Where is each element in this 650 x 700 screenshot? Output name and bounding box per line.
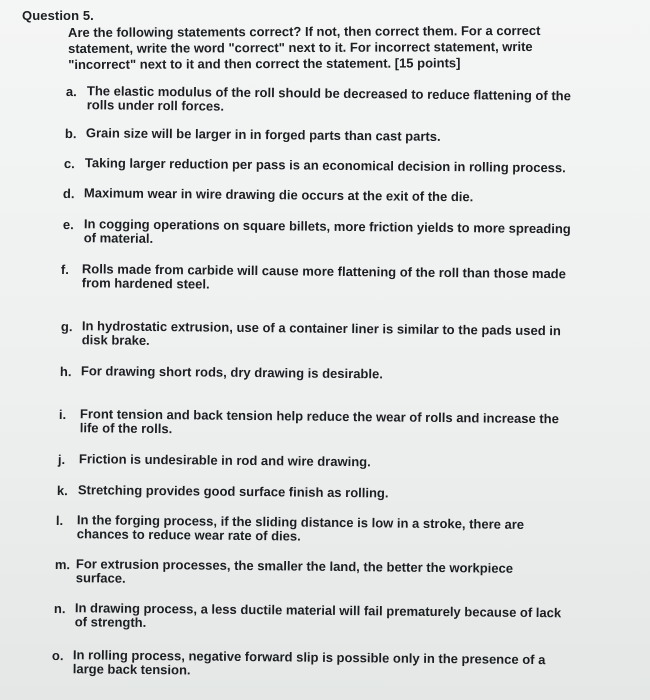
statement-letter: l.: [55, 513, 64, 529]
statement-letter: c.: [63, 156, 75, 172]
statement-text: Taking larger reduction per pass is an economical decision in rolling process.: [84, 155, 566, 176]
statement-letter: i.: [58, 407, 67, 423]
statement-item-a: [65, 83, 626, 114]
statement-text: For extrusion processes, the smaller the land, the better the workpiece surface.: [75, 556, 514, 586]
statement-text: For drawing short rods, dry drawing is desirable.: [80, 363, 383, 382]
statement-item-h: [59, 363, 620, 382]
statement-item-d: [62, 185, 623, 205]
statement-text: In cogging operations on square billets, more friction yields to more spreading of material.: [83, 216, 571, 246]
statement-letter: d.: [62, 186, 75, 202]
statement-letter: f.: [60, 262, 69, 278]
statement-text: Grain size will be larger in in forged parts than cast parts.: [85, 125, 441, 144]
statement-item-f: [60, 261, 621, 292]
statement-text: In drawing process, a less ductile material will fail prematurely because of lack of strength.: [74, 600, 562, 630]
statement-item-n: [53, 600, 614, 630]
statement-item-l: [55, 512, 616, 544]
statement-text: Front tension and back tension help reduce the wear of rolls and increase the life of the rolls.: [79, 406, 559, 437]
statement-item-i: [58, 406, 619, 437]
statement-letter: e.: [62, 217, 74, 233]
statement-item-k: [56, 482, 617, 501]
statement-letter: n.: [53, 601, 66, 617]
statement-item-g: [60, 318, 621, 348]
statement-text: In the forging process, if the sliding distance is low in a stroke, there are chances to reduce wear rate of dies.: [76, 512, 525, 544]
statement-text: Rolls made from carbide will cause more flattening of the roll than those made from hardened steel.: [81, 261, 566, 292]
question-title: Question 5.: [22, 8, 94, 23]
statement-item-j: [57, 451, 618, 470]
statement-text: In rolling process, negative forward slip is possible only in the presence of a large back tension.: [72, 647, 546, 678]
question-instructions: Are the following statements correct? If not, then correct them. For a correct statement, write the word "correct" next to it. For incorrect statement, write "incorrect" next to it and then correct the statement. [15 points]: [68, 22, 541, 72]
statement-item-b: [64, 125, 625, 144]
statement-item-o: [51, 647, 612, 678]
statement-item-e: [62, 216, 623, 246]
statement-letter: h.: [59, 364, 72, 380]
statement-letter: j.: [57, 452, 66, 468]
statement-text: In hydrostatic extrusion, use of a container liner is similar to the pads used in disk brake.: [81, 318, 561, 348]
statement-letter: k.: [56, 483, 68, 499]
statement-letter: a.: [65, 84, 77, 100]
statement-item-c: [63, 155, 624, 176]
statement-letter: g.: [60, 319, 73, 335]
statement-letter: m.: [54, 557, 71, 573]
statement-text: Friction is undesirable in rod and wire drawing.: [78, 451, 371, 470]
statement-letter: b.: [64, 126, 77, 142]
statement-item-m: [54, 556, 615, 586]
statement-text: Stretching provides good surface finish as rolling.: [77, 482, 389, 501]
statement-text: The elastic modulus of the roll should be decreased to reduce flattening of the rolls under roll forces.: [86, 83, 571, 114]
statement-letter: o.: [51, 648, 64, 664]
statement-text: Maximum wear in wire drawing die occurs at the exit of the die.: [83, 185, 474, 205]
